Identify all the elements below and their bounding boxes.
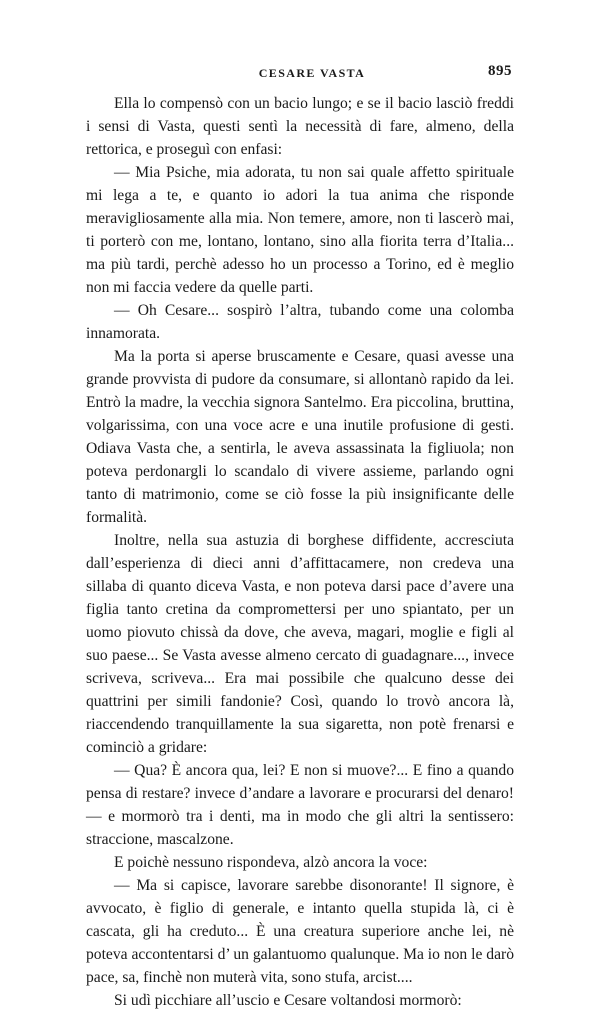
paragraph: — Ma si capisce, lavorare sarebbe disonorante! Il signore, è avvocato, è figlio di generale, e intanto quella stupida là, ci è cascata, gli ha creduto... È una creatura superiore anche lei, nè poteva accontentarsi d’ un galantuomo qualunque. Ma io non le darò pace, sa, finchè non muterà vita, sono stufa, arcist....	[86, 877, 514, 986]
paragraph: Ella lo compensò con un bacio lungo; e se il bacio lasciò freddi i sensi di Vasta, questi sentì la necessità di fare, almeno, della rettorica, e proseguì con enfasi:	[86, 95, 514, 158]
paragraph: Si udì picchiare all’uscio e Cesare voltandosi mormorò:	[114, 992, 462, 1009]
paragraph: Inoltre, nella sua astuzia di borghese diffidente, accresciuta dall’esperienza di dieci anni d’affittacamere, non credeva una sillaba di quanto diceva Vasta, e non poteva darsi pace d’avere una figlia tanto cretina da compromettersi per uno spiantato, per un uomo piovuto chissà da dove, che aveva, magari, moglie e figli al suo paese... Se Vasta avesse almeno cercato di guadagnare..., invece scriveva, scriveva... Era mai possibile che qualcuno desse dei quattrini per simili fandonie? Così, quando lo trovò ancora là, riaccendendo tranquillamente la sua sigaretta, non potè frenarsi e cominciò a gridare:	[86, 532, 514, 756]
body-text	[86, 92, 514, 1012]
running-head	[112, 63, 512, 85]
page-number: 895	[488, 63, 512, 79]
paragraph: — Mia Psiche, mia adorata, tu non sai quale affetto spirituale mi lega a te, e quanto io adori la tua anima che risponde meravigliosamente alla mia. Non temere, amore, non ti lascerò mai, ti porterò con me, lontano, lontano, sino alla fiorita terra d’Italia... ma più tardi, perchè adesso ho un processo a Torino, ed è meglio non mi faccia vedere da quelle parti.	[86, 164, 514, 296]
paragraph: — Qua? È ancora qua, lei? E non si muove?... E fino a quando pensa di restare? invece d’andare a lavorare e procurarsi del denaro! — e mormorò tra i denti, ma in modo che gli altri la sentissero: straccione, mascalzone.	[86, 762, 514, 848]
paragraph: E poichè nessuno rispondeva, alzò ancora la voce:	[114, 854, 428, 871]
paragraph: Ma la porta si aperse bruscamente e Cesare, quasi avesse una grande provvista di pudore da consumare, si allontanò rapido da lei. Entrò la madre, la vecchia signora Santelmo. Era piccolina, bruttina, volgarissima, con una voce acre e una inutile profusione di gesti. Odiava Vasta che, a sentirla, le aveva assassinata la figliuola; non poteva perdonargli lo scandalo di vivere assieme, parlando ogni tanto di matrimonio, come se ciò fosse la più insignificante delle formalità.	[86, 348, 514, 526]
paragraph: — Oh Cesare... sospirò l’altra, tubando come una colomba innamorata.	[86, 302, 514, 342]
running-title: CESARE VASTA	[258, 66, 366, 80]
